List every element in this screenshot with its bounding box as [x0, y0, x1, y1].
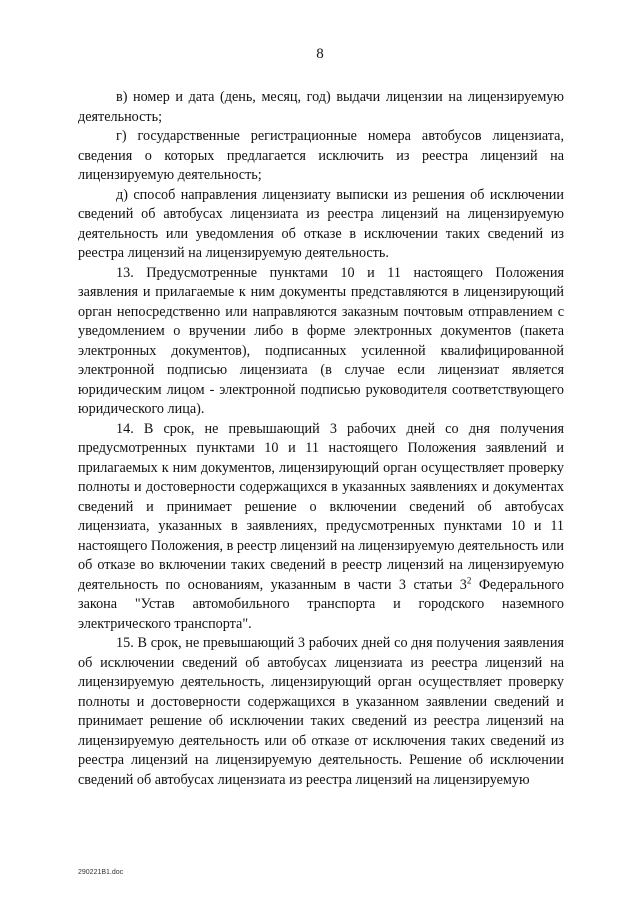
- paragraph-14-tail: Федерального закона "Устав автомобильного транспорта и городского наземного электрического транспорта".: [78, 576, 564, 632]
- paragraph-item-d: д) способ направления лицензиату выписки из решения об исключении сведений об автобусах лицензиата из реестра лицензий на лицензируемую деятельность или уведомления об отказе в исключении таких сведений из реестра лицензий на лицензируемую деятельность.: [78, 186, 564, 261]
- file-name-footer: 290221B1.doc: [78, 869, 124, 876]
- page-number: 8: [316, 46, 324, 62]
- paragraph-13: 13. Предусмотренные пунктами 10 и 11 настоящего Положения заявления и прилагаемые к ним документы представляются в лицензирующий орган непосредственно или направляются заказным почтовым отправлением с уведомлением о вручении либо в форме электронных документов (пакета электронных документов), подписанных усиленной квалифицированной электронной подписью лицензиата (в случае если лицензиат является юридическим лицом - электронной подписью руководителя соответствующего юридического лица).: [78, 264, 564, 417]
- document-body: [78, 88, 564, 790]
- superscript: 2: [466, 574, 472, 585]
- paragraph-14-text: 14. В срок, не превышающий 3 рабочих дней со дня получения предусмотренных пунктами 10 и 11 настоящего Положения заявлений и прилагаемых к ним документов, лицензирующий орган осуществляет проверку полноты и достоверности содержащихся в указанных заявлениях и документах сведений и принимает решение о включении сведений об автобусах лицензиата, указанных в заявлениях, предусмотренных пунктами 10 и 11 настоящего Положения, в реестр лицензий на лицензируемую деятельность или об отказе во включении таких сведений в реестр лицензий на лицензируемую деятельность по основаниям, указанным в части 3 статьи 3: [78, 420, 564, 593]
- paragraph-item-v: в) номер и дата (день, месяц, год) выдачи лицензии на лицензируемую деятельность;: [78, 89, 564, 125]
- paragraph-14: [78, 420, 564, 635]
- paragraph-15: 15. В срок, не превышающий 3 рабочих дней со дня получения заявления об исключении сведений об автобусах лицензиата из реестра лицензий на лицензируемую деятельность, лицензирующий орган осуществляет проверку полноты и достоверности содержащихся в указанном заявлении сведений и принимает решение об исключении таких сведений из реестра лицензий на лицензируемую деятельность или об отказе от исключения таких сведений из реестра лицензий на лицензируемую деятельность. Решение об исключении сведений об автобусах лицензиата из реестра лицензий на лицензируемую: [78, 635, 564, 788]
- paragraph-item-g: г) государственные регистрационные номера автобусов лицензиата, сведения о которых предлагается исключить из реестра лицензий на лицензируемую деятельность;: [78, 128, 564, 183]
